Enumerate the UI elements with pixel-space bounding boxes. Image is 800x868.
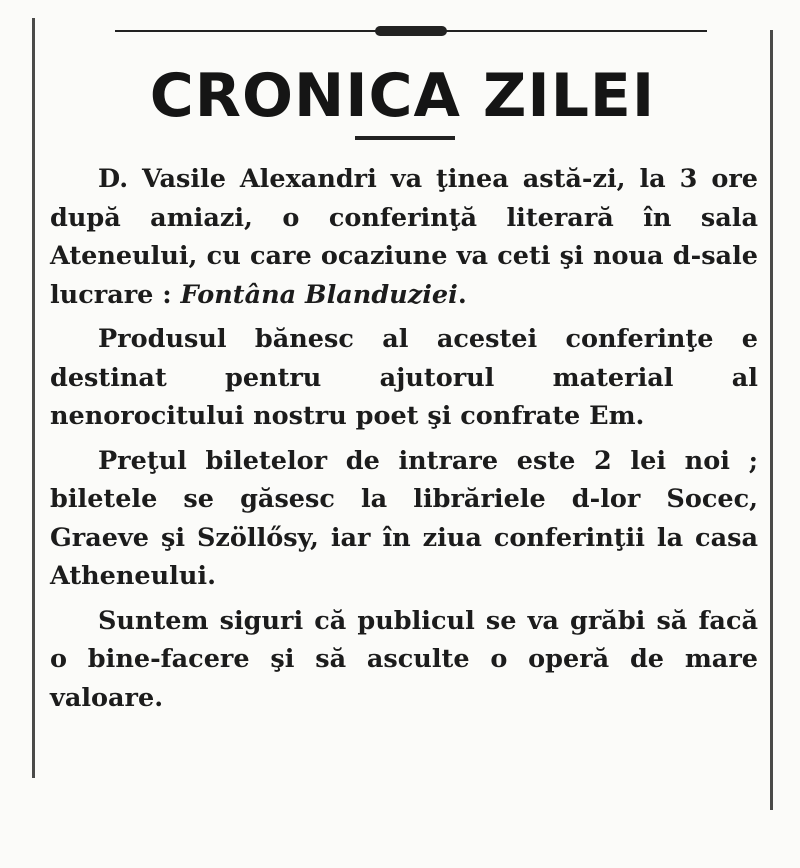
article-body (50, 160, 758, 723)
paragraph-1-italic-title: Fontâna Blanduziei (180, 279, 458, 310)
paragraph-3-text: Preţul biletelor de intrare este 2 lei noi ; biletele se găsesc la librăriele d-lor Socec, Graeve şi Szöllősy, iar în ziua conferinţii la casa Atheneului. (50, 445, 758, 591)
paragraph-4-text: Suntem siguri că publicul se va grăbi să facă o bine-facere şi să asculte o operă de mare valoare. (50, 605, 758, 713)
paragraph-2 (50, 320, 758, 436)
paragraph-1 (50, 160, 758, 314)
paragraph-4 (50, 602, 758, 718)
ornamental-top-rule (115, 26, 707, 36)
paragraph-2-text: Produsul bănesc al acestei conferinţe e destinat pentru ajutorul material al nenorocitului nostru poet şi confrate Em. (50, 324, 758, 431)
section-heading: CRONICA ZILEI (149, 61, 656, 131)
paragraph-1-text: D. Vasile Alexandri va ţinea astă-zi, la 3 ore după amiazi, o conferinţă literară în sala Ateneului, cu care ocaziune va ceti şi noua d-sale lucrare : (50, 164, 758, 310)
heading-underline-rule (355, 136, 455, 140)
right-column-rule (770, 30, 773, 810)
paragraph-3 (50, 442, 758, 596)
top-rule-ornament (375, 26, 447, 36)
paragraph-1-end: . (457, 279, 467, 310)
